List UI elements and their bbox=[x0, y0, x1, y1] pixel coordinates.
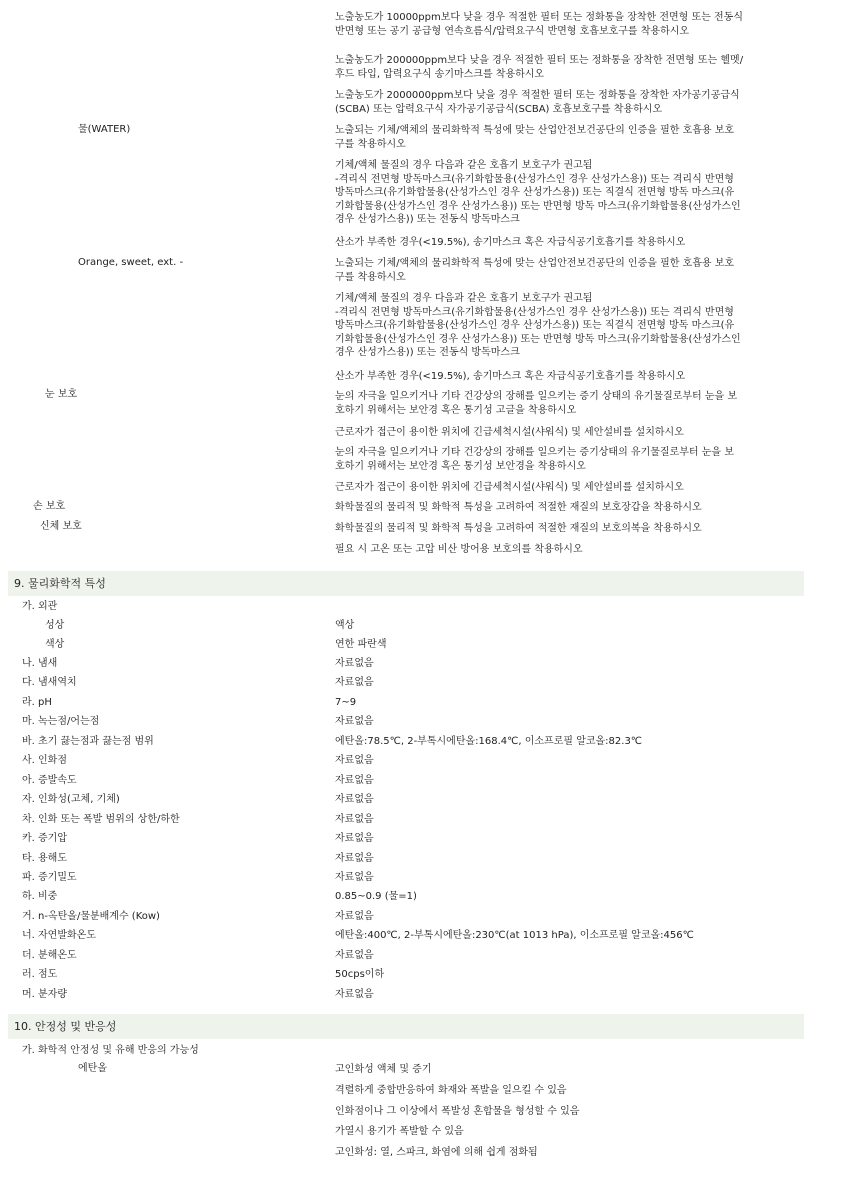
property-value: 50cps이하 bbox=[335, 969, 385, 981]
property-label: 너. 자연발화온도 bbox=[22, 930, 96, 942]
property-row bbox=[0, 673, 850, 693]
property-value: 자료없음 bbox=[335, 871, 374, 883]
section-9-header: 9. 물리화학적 특성 bbox=[8, 571, 804, 596]
substance-label-orange: Orange, sweet, ext. - bbox=[78, 257, 184, 268]
color-row bbox=[0, 635, 850, 655]
property-label: 사. 인화점 bbox=[22, 755, 67, 767]
property-row bbox=[0, 654, 850, 674]
property-value: 자료없음 bbox=[335, 988, 374, 1000]
property-label: 카. 증기압 bbox=[22, 833, 67, 845]
property-row bbox=[0, 849, 850, 869]
respiratory-text-3: 노출농도가 2000000ppm보다 낮을 경우 적절한 필터 또는 정화통을 장착한 자가공기공급식 (SCBA) 또는 압력요구식 자가공기공급식(SCBA) 호흡보호구를 착용하시오 bbox=[335, 90, 740, 115]
respiratory-text-1: 노출농도가 10000ppm보다 낮을 경우 적절한 필터 또는 정화통을 장착한 전면형 또는 전동식 반면형 또는 공기 공급형 연속흐름식/압력요구식 반면형 호흡보호구를 착용하시오 bbox=[335, 12, 743, 37]
eye-protection-label: 눈 보호 bbox=[45, 389, 78, 400]
property-label: 머. 분자량 bbox=[22, 988, 67, 1000]
appearance-row bbox=[0, 597, 850, 617]
respiratory-text-6: 산소가 부족한 경우(<19.5%), 송기마스크 혹은 자급식공기호흡기를 착용하시오 bbox=[335, 237, 686, 248]
property-value: 자료없음 bbox=[335, 677, 374, 689]
appearance-label: 가. 외관 bbox=[22, 601, 58, 612]
form-row bbox=[0, 616, 850, 636]
property-label: 하. 비중 bbox=[22, 891, 58, 903]
substance-label-ethanol: 에탄올 bbox=[78, 1063, 107, 1074]
property-value: 자료없음 bbox=[335, 755, 374, 767]
property-label: 차. 인화 또는 폭발 범위의 상한/하한 bbox=[22, 813, 180, 825]
stability-label: 가. 화학적 안정성 및 유해 반응의 가능성 bbox=[22, 1045, 199, 1056]
property-label: 타. 용해도 bbox=[22, 852, 67, 864]
respiratory-text-9: 산소가 부족한 경우(<19.5%), 송기마스크 혹은 자급식공기호흡기를 착용하시오 bbox=[335, 371, 686, 382]
form-value: 액상 bbox=[335, 620, 355, 631]
reactivity-item: 격렬하게 중합반응하여 화재와 폭발을 일으킬 수 있음 bbox=[335, 1084, 567, 1096]
property-label: 바. 초기 끓는점과 끓는점 범위 bbox=[22, 735, 154, 747]
property-label: 거. n-옥탄올/물분배계수 (Kow) bbox=[22, 910, 160, 922]
respiratory-text-7: 노출되는 기체/액체의 물리화학적 특성에 맞는 산업안전보건공단의 인증을 필한 호흡용 보호 구를 착용하시오 bbox=[335, 258, 735, 283]
property-row bbox=[0, 946, 850, 966]
property-row bbox=[0, 965, 850, 985]
body-protection-text-1: 화학물질의 물리적 및 화학적 특성을 고려하여 적절한 재질의 보호의복을 착용하시오 bbox=[335, 523, 702, 534]
property-value: 0.85~0.9 (물=1) bbox=[335, 891, 417, 903]
property-value: 자료없음 bbox=[335, 852, 374, 864]
property-label: 마. 녹는점/어는점 bbox=[22, 716, 100, 728]
property-value: 자료없음 bbox=[335, 833, 374, 845]
property-value: 자료없음 bbox=[335, 658, 374, 669]
property-value: 에탄올:78.5℃, 2-부톡시에탄올:168.4℃, 이소프로필 알코올:82.3℃ bbox=[335, 735, 643, 747]
color-value: 연한 파란색 bbox=[335, 639, 387, 650]
property-label: 다. 냄새역치 bbox=[22, 677, 77, 689]
hand-protection-text: 화학물질의 물리적 및 화학적 특성을 고려하여 적절한 재질의 보호장갑을 착용하시오 bbox=[335, 502, 702, 513]
reactivity-item: 인화점이나 그 이상에서 폭발성 혼합물을 형성할 수 있음 bbox=[335, 1105, 580, 1117]
eye-protection-text-4: 근로자가 접근이 용이한 위치에 긴급세척시설(샤워식) 및 세안설비를 설치하시오 bbox=[335, 482, 684, 493]
property-label: 아. 증발속도 bbox=[22, 774, 77, 786]
property-value: 자료없음 bbox=[335, 949, 374, 961]
property-row bbox=[0, 732, 850, 752]
property-value: 자료없음 bbox=[335, 774, 374, 786]
hand-protection-label: 손 보호 bbox=[33, 501, 66, 512]
property-value: 자료없음 bbox=[335, 813, 374, 825]
eye-protection-text-1: 눈의 자극을 일으키거나 기타 건강상의 장해를 일으키는 증기 상태의 유기물질로부터 눈을 보 호하기 위해서는 보안경 혹은 통기성 고글을 착용하시오 bbox=[335, 391, 738, 416]
property-label: 파. 증기밀도 bbox=[22, 871, 77, 883]
body-protection-label: 신체 보호 bbox=[40, 521, 82, 532]
eye-protection-text-3: 눈의 자극을 일으키거나 기타 건강상의 장해를 일으키는 증기상태의 유기물질로부터 눈을 보 호하기 위해서는 보안경 혹은 통기성 보안경을 착용하시오 bbox=[335, 447, 734, 472]
property-label: 자. 인화성(고체, 기체) bbox=[22, 794, 120, 806]
property-row bbox=[0, 887, 850, 907]
respiratory-text-8: 기체/액체 물질의 경우 다음과 같은 호흡기 보호구가 권고됨 -격리식 전면형 방독마스크(유기화합물용(산성가스인 경우 산성가스용)) 또는 격리식 반면형 방독마스크(유기화합물용(산성가스인 경우 산성가스용)) 또는 직결식 전면형 방독 마스크(유 기화합물용(산성가스인 경우 산성가스용)) 또는 반면형 방독 마스크(유기화합물용(산성가스인 경우 산성가스용)) 또는 전동식 방독마스크 bbox=[335, 293, 741, 358]
property-value: 자료없음 bbox=[335, 716, 374, 728]
form-label: 성상 bbox=[45, 620, 65, 631]
property-row bbox=[0, 693, 850, 713]
property-value: 7~9 bbox=[335, 696, 357, 708]
property-label: 더. 분해온도 bbox=[22, 949, 77, 961]
section-10-header: 10. 안정성 및 반응성 bbox=[8, 1014, 804, 1039]
property-row bbox=[0, 771, 850, 791]
property-row bbox=[0, 810, 850, 830]
property-value: 에탄올:400℃, 2-부톡시에탄올:230℃(at 1013 hPa), 이소프로필 알코올:456℃ bbox=[335, 930, 694, 942]
property-value: 자료없음 bbox=[335, 910, 374, 922]
respiratory-text-5: 기체/액체 물질의 경우 다음과 같은 호흡기 보호구가 권고됨 -격리식 전면형 방독마스크(유기화합물용(산성가스인 경우 산성가스용)) 또는 격리식 반면형 방독마스크(유기화합물용(산성가스인 경우 산성가스용)) 또는 직결식 전면형 방독 마스크(유 기화합물용(산성가스인 경우 산성가스용)) 또는 반면형 방독 마스크(유기화합물용(산성가스인 경우 산성가스용)) 또는 전동식 방독마스크 bbox=[335, 160, 741, 225]
body-protection-text-2: 필요 시 고온 또는 고압 비산 방어용 보호의를 착용하시오 bbox=[335, 544, 583, 555]
property-label: 라. pH bbox=[22, 696, 52, 708]
property-row bbox=[0, 907, 850, 927]
property-row bbox=[0, 829, 850, 849]
property-row bbox=[0, 868, 850, 888]
property-row bbox=[0, 985, 850, 1005]
property-row bbox=[0, 926, 850, 946]
property-value: 자료없음 bbox=[335, 794, 374, 806]
property-label: 러. 점도 bbox=[22, 969, 58, 981]
property-row bbox=[0, 751, 850, 771]
color-label: 색상 bbox=[45, 639, 65, 650]
reactivity-item: 가열시 용기가 폭발할 수 있음 bbox=[335, 1126, 464, 1138]
respiratory-text-2: 노출농도가 200000ppm보다 낮을 경우 적절한 필터 또는 정화통을 장착한 전면형 또는 헬멧/ 후드 타입, 압력요구식 송기마스크를 착용하시오 bbox=[335, 55, 744, 80]
reactivity-item: 고인화성: 열, 스파크, 화염에 의해 쉽게 점화됨 bbox=[335, 1147, 538, 1159]
eye-protection-text-2: 근로자가 접근이 용이한 위치에 긴급세척시설(샤워식) 및 세안설비를 설치하시오 bbox=[335, 427, 684, 438]
property-row bbox=[0, 712, 850, 732]
reactivity-item: 고인화성 액체 및 증기 bbox=[335, 1064, 432, 1075]
property-label: 나. 냄새 bbox=[22, 658, 58, 669]
property-row bbox=[0, 790, 850, 810]
stability-row bbox=[0, 1041, 850, 1061]
respiratory-text-4: 노출되는 기체/액체의 물리화학적 특성에 맞는 산업안전보건공단의 인증을 필한 호흡용 보호 구를 착용하시오 bbox=[335, 125, 735, 150]
substance-label-water: 물(WATER) bbox=[78, 124, 131, 135]
